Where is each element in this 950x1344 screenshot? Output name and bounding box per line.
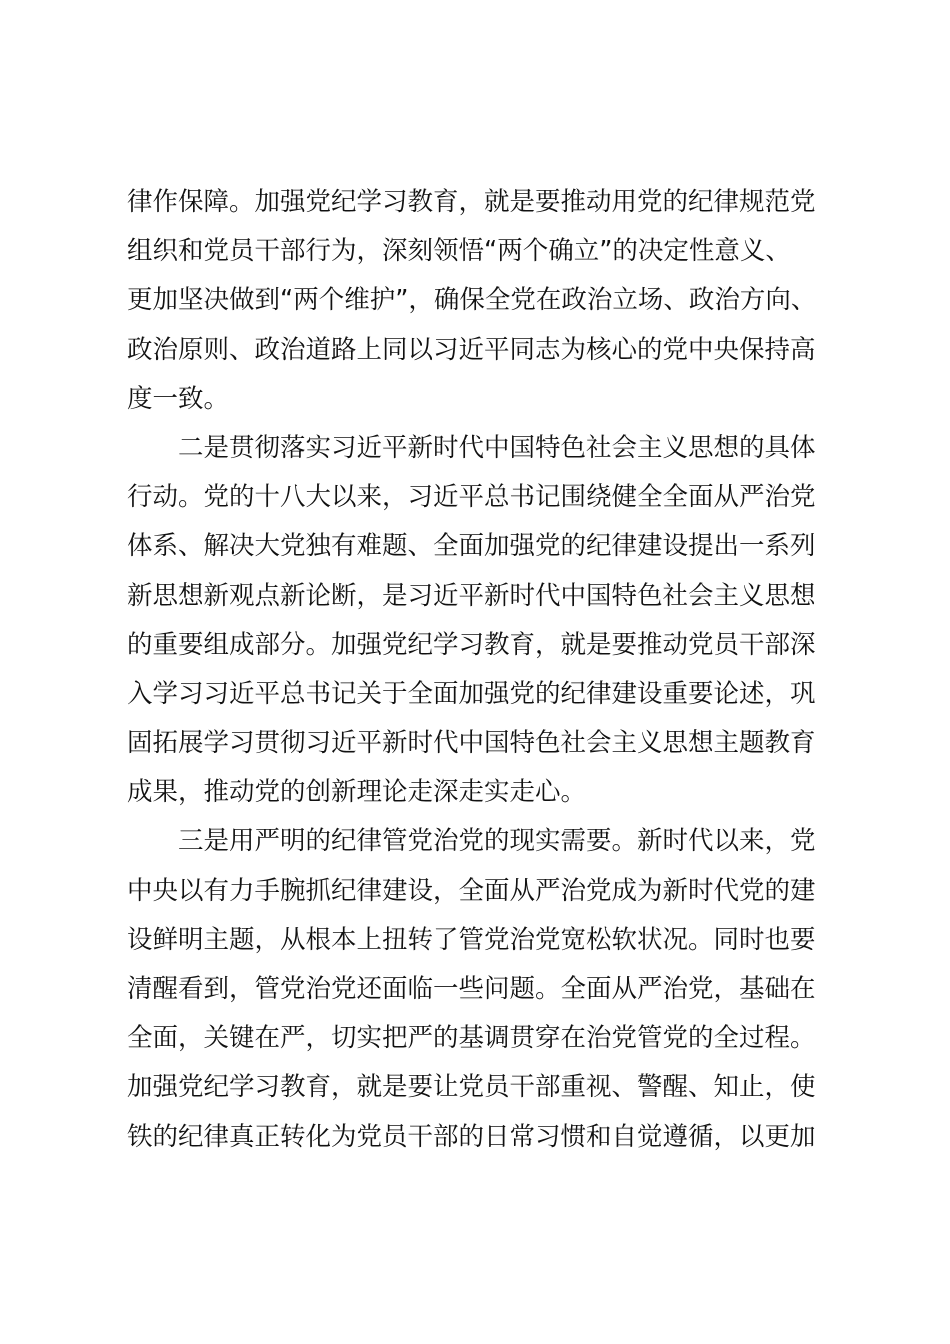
text-line: 固拓展学习贯彻习近平新时代中国特色社会主义思想主题教育 (127, 728, 816, 759)
text-line: 成果，推动党的创新理论走深走实走心。 (127, 777, 587, 808)
paragraph-first-line: 三是用严明的纪律管党治党的现实需要。新时代以来，党 (178, 826, 816, 857)
text-line: 体系、解决大党独有难题、全面加强党的纪律建设提出一系列 (127, 531, 816, 562)
text-line: 更加坚决做到“两个维护”，确保全党在政治立场、政治方向、 (127, 285, 817, 316)
text-line: 新思想新观点新论断，是习近平新时代中国特色社会主义思想 (127, 580, 816, 611)
text-line: 全面，关键在严，切实把严的基调贯穿在治党管党的全过程。 (127, 1023, 816, 1054)
text-line: 加强党纪学习教育，就是要让党员干部重视、警醒、知止，使 (127, 1072, 816, 1103)
body-text (127, 178, 832, 1162)
text-line: 组织和党员干部行为，深刻领悟“两个确立”的决定性意义、 (127, 236, 791, 267)
text-line: 行动。党的十八大以来，习近平总书记围绕健全全面从严治党 (127, 482, 816, 513)
text-line: 政治原则、政治道路上同以习近平同志为核心的党中央保持高 (127, 334, 816, 365)
text-line: 入学习习近平总书记关于全面加强党的纪律建设重要论述，巩 (127, 678, 816, 709)
text-line: 的重要组成部分。加强党纪学习教育，就是要推动党员干部深 (127, 629, 816, 660)
text-line: 度一致。 (127, 383, 230, 414)
text-line: 中央以有力手腕抓纪律建设，全面从严治党成为新时代党的建 (127, 875, 816, 906)
text-line: 设鲜明主题，从根本上扭转了管党治党宽松软状况。同时也要 (127, 924, 816, 955)
text-line: 律作保障。加强党纪学习教育，就是要推动用党的纪律规范党 (127, 187, 816, 217)
paragraph-first-line: 二是贯彻落实习近平新时代中国特色社会主义思想的具体 (178, 432, 816, 463)
text-line: 清醒看到，管党治党还面临一些问题。全面从严治党，基础在 (127, 974, 816, 1004)
text-line: 铁的纪律真正转化为党员干部的日常习惯和自觉遵循，以更加 (127, 1121, 816, 1152)
